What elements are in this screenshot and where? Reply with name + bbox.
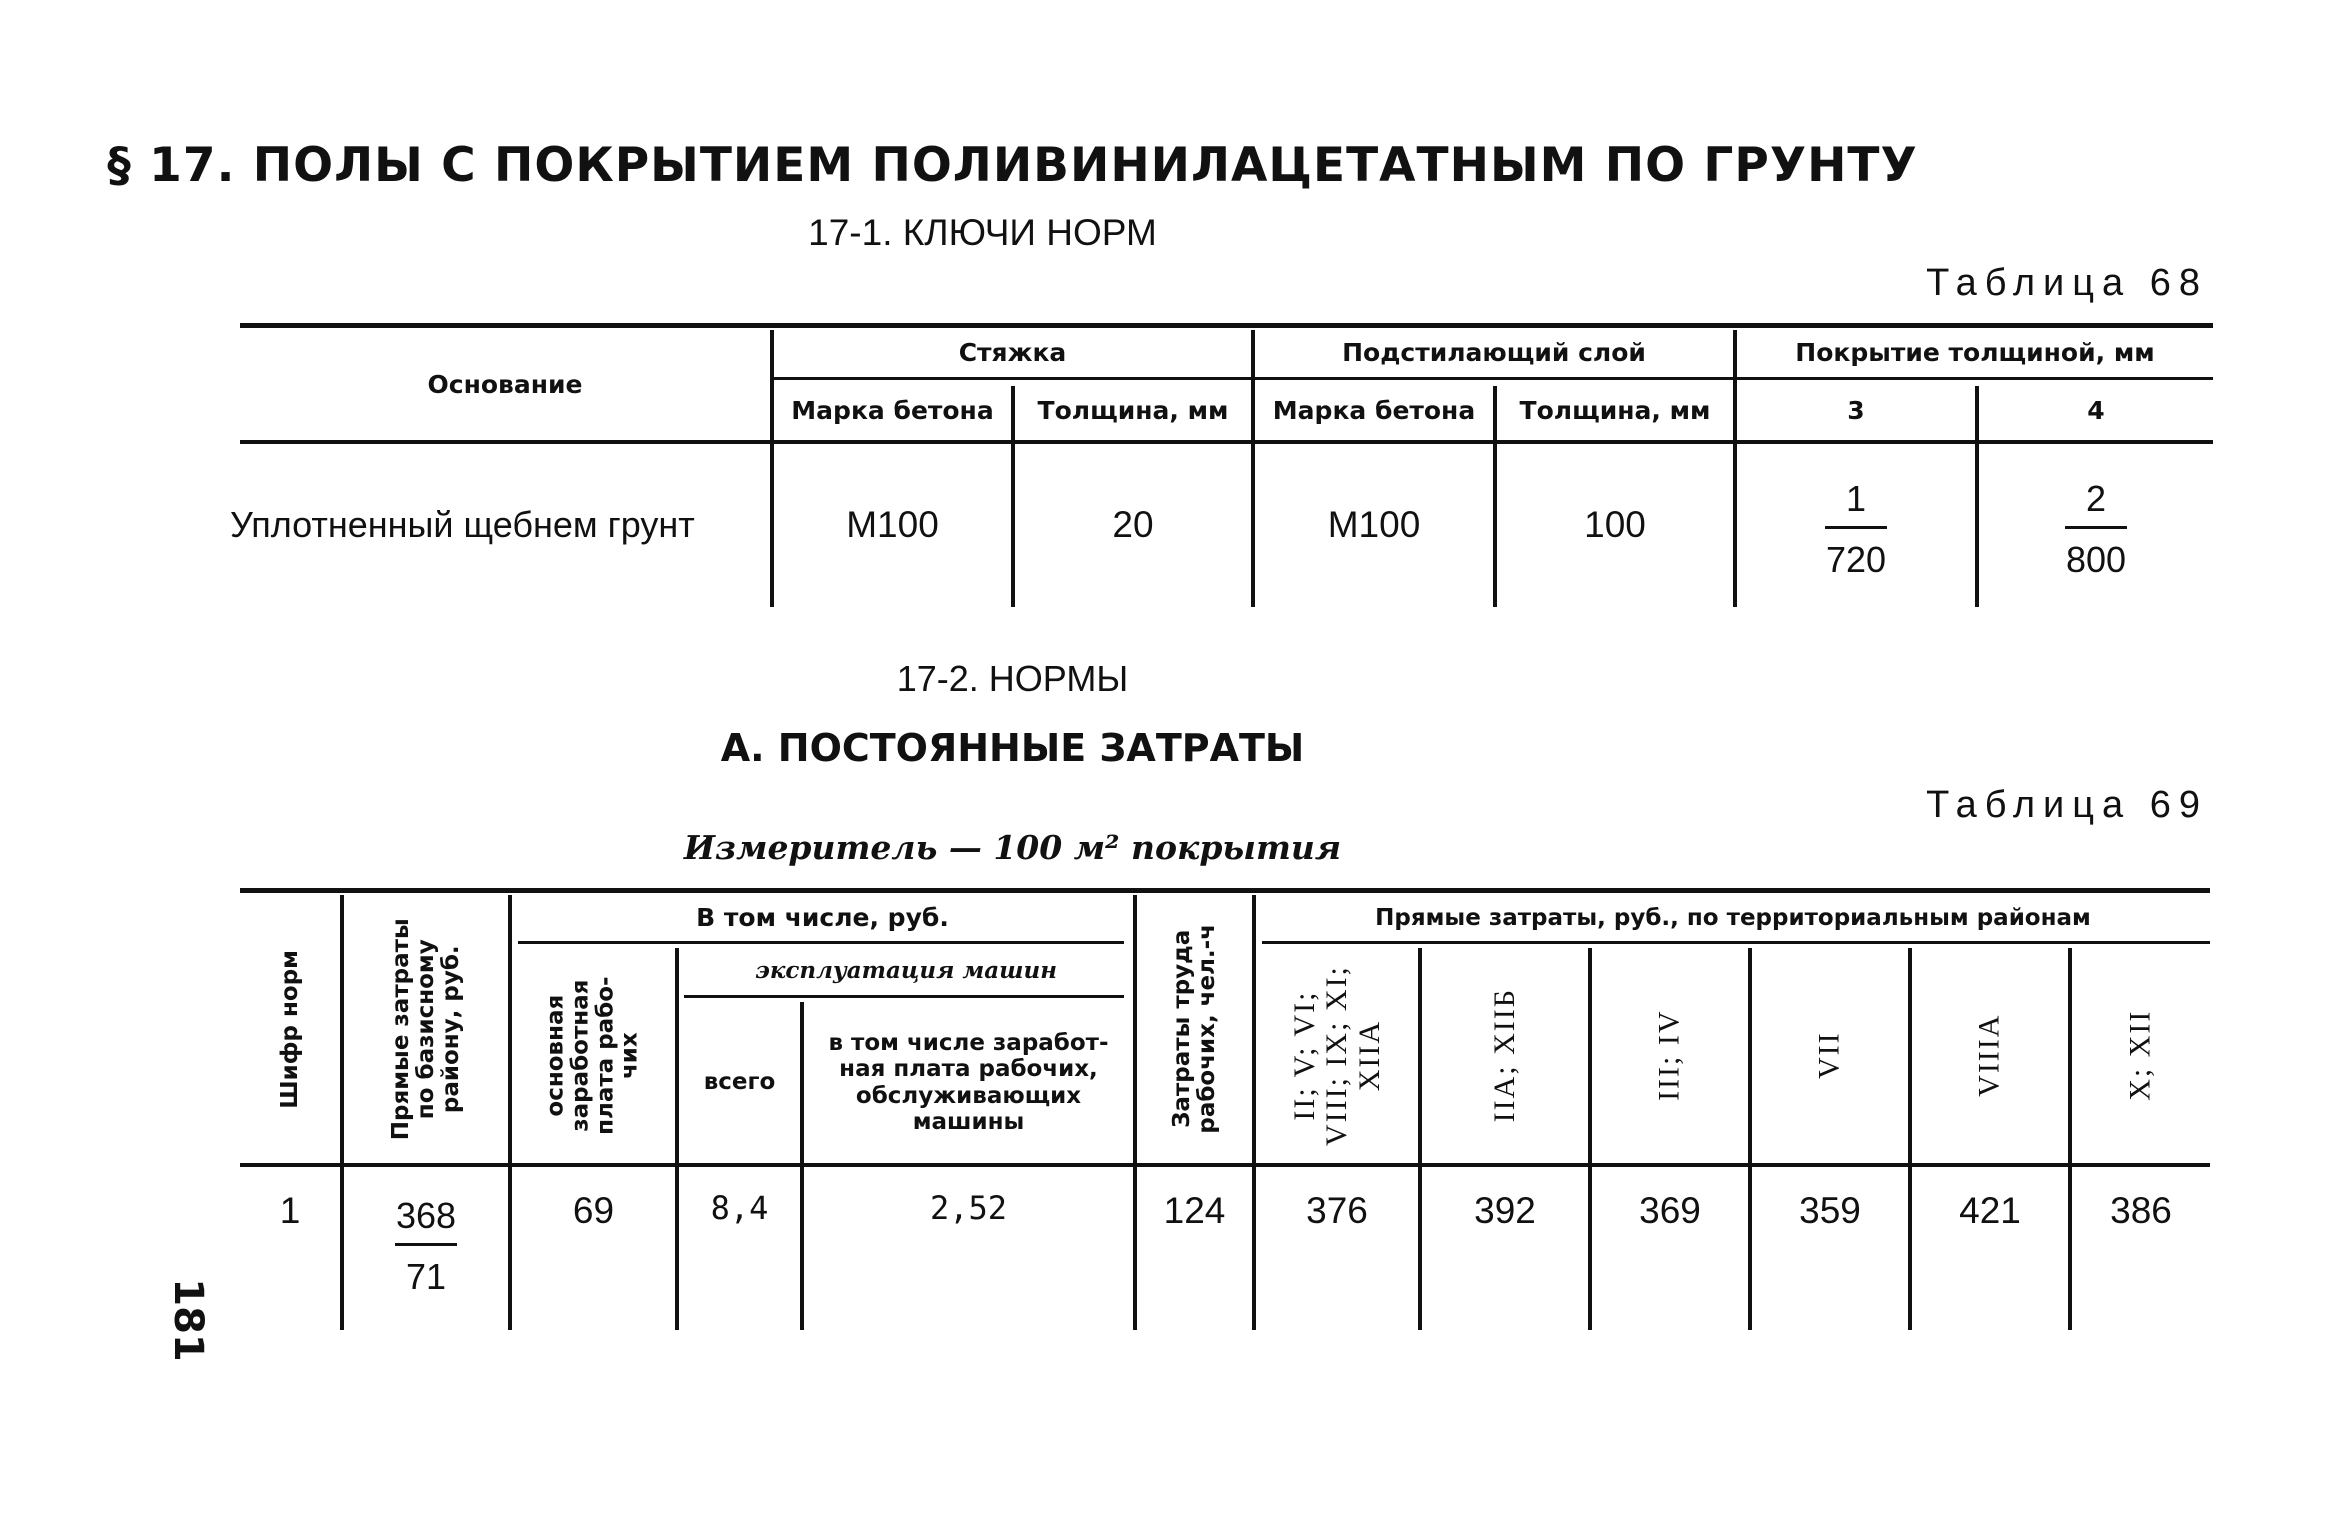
cell-screed-thickness: 20 xyxy=(1112,503,1154,545)
column-header-direct-base xyxy=(344,895,508,1163)
label-line: в том числе заработ- xyxy=(828,1029,1109,1056)
table-68-label: Таблица 68 xyxy=(1926,262,2208,304)
rotated-label xyxy=(389,918,463,1140)
cell-underlay-grade: М100 xyxy=(1327,503,1421,545)
cell-region-4: 359 xyxy=(1799,1190,1861,1231)
group-header-machines: эксплуатация машин xyxy=(755,957,1057,985)
column-header-region-6 xyxy=(2072,948,2210,1163)
cell-direct-base-fraction xyxy=(344,1195,508,1298)
page-number-text: 181 xyxy=(165,1278,211,1362)
column-header-cover-3: 3 xyxy=(1847,395,1865,425)
column-header-region-1 xyxy=(1256,948,1418,1163)
cell-region-6: 386 xyxy=(2110,1190,2172,1231)
label-line: II; V; VI; xyxy=(1287,990,1321,1121)
table-68-group-rule xyxy=(772,377,2213,380)
table-68-header-rule xyxy=(240,440,2213,444)
group-header-underlay: Подстилающий слой xyxy=(1342,338,1646,368)
group-header-regions: Прямые затраты, руб., по территориальным районам xyxy=(1375,904,2091,931)
label-line: району, руб. xyxy=(437,945,464,1113)
cell-region-2: 392 xyxy=(1474,1190,1536,1231)
column-header-labor xyxy=(1137,895,1252,1163)
fraction-denominator: 720 xyxy=(1825,539,1887,580)
label-line: плата рабо- xyxy=(592,976,619,1135)
group-header-including: В том числе, руб. xyxy=(696,902,949,932)
label-line: по базисному xyxy=(412,939,439,1119)
cell-region-5: 421 xyxy=(1959,1190,2021,1231)
table-69-header-rule xyxy=(240,1163,2210,1167)
subsection-norms-title: 17-2. НОРМЫ xyxy=(896,658,1129,699)
label-line: ная плата рабочих, xyxy=(839,1056,1098,1083)
column-header-underlay-grade: Марка бетона xyxy=(1272,395,1476,425)
rotated-label: VIIIА xyxy=(1972,1013,2006,1098)
fraction-numerator: 368 xyxy=(395,1195,457,1236)
label-line: VIII; IX; XI; xyxy=(1319,965,1353,1146)
page-number xyxy=(148,1278,228,1362)
table-69-group-rule xyxy=(1262,941,2210,944)
label-line: обслуживающих xyxy=(855,1082,1082,1109)
rotated-label xyxy=(1288,965,1385,1146)
rotated-label: III; IV xyxy=(1652,1009,1686,1102)
cell-underlay-thickness: 100 xyxy=(1584,503,1646,545)
section-title: § 17. ПОЛЫ С ПОКРЫТИЕМ ПОЛИВИНИЛАЦЕТАТНЫМ ПО ГРУНТУ xyxy=(107,138,1918,193)
label-line: основная xyxy=(542,994,569,1117)
table-69-top-rule xyxy=(240,888,2210,893)
column-header-screed-thickness: Толщина, мм xyxy=(1037,395,1229,425)
rotated-label xyxy=(544,976,643,1135)
rotated-label: VII xyxy=(1812,1031,1846,1080)
group-header-cover: Покрытие толщиной, мм xyxy=(1795,338,2155,368)
table-69-measure: Измеритель — 100 м² покрытия xyxy=(683,828,1342,867)
cell-base: Уплотненный щебнем грунт xyxy=(230,504,695,546)
cell-machines-total: 8,4 xyxy=(710,1189,769,1227)
fraction-bar xyxy=(395,1243,457,1246)
subsection-keys-title: 17-1. КЛЮЧИ НОРМ xyxy=(808,212,1157,253)
cell-labor: 124 xyxy=(1163,1190,1226,1231)
column-header-region-2 xyxy=(1422,948,1588,1163)
cell-cover-3-fraction xyxy=(1737,478,1975,581)
column-header-code xyxy=(240,895,340,1163)
rotated-label: IIА; XIIБ xyxy=(1487,988,1521,1123)
fraction-bar xyxy=(2065,526,2127,529)
column-header-region-5 xyxy=(1912,948,2068,1163)
rotated-label: X; XII xyxy=(2123,1009,2157,1102)
column-header-region-3 xyxy=(1592,948,1748,1163)
rotated-label xyxy=(1170,924,1220,1134)
cell-region-3: 369 xyxy=(1639,1190,1701,1231)
column-header-wage xyxy=(512,948,675,1163)
column-header-cover-4: 4 xyxy=(2087,395,2105,425)
fraction-denominator: 71 xyxy=(405,1256,447,1297)
cell-cover-4-fraction xyxy=(1979,478,2213,581)
label-line: Затраты труда xyxy=(1168,929,1195,1129)
label-line: Прямые затраты xyxy=(387,917,414,1140)
fraction-bar xyxy=(1825,526,1887,529)
label-line: чих xyxy=(617,1032,644,1079)
label-line: машины xyxy=(912,1108,1025,1135)
cell-wage: 69 xyxy=(572,1190,615,1231)
column-header-machine-wage xyxy=(804,1002,1133,1163)
column-header-region-4 xyxy=(1752,948,1908,1163)
fraction-numerator: 1 xyxy=(1845,478,1867,519)
column-header-underlay-thickness: Толщина, мм xyxy=(1519,395,1711,425)
table-68-top-rule xyxy=(240,323,2213,328)
cell-code: 1 xyxy=(279,1190,301,1231)
subsection-fixed-costs-title: А. ПОСТОЯННЫЕ ЗАТРАТЫ xyxy=(720,726,1305,770)
column-header-screed-grade: Марка бетона xyxy=(791,395,994,425)
label-line: XIIА xyxy=(1352,1019,1386,1092)
fraction-numerator: 2 xyxy=(2085,478,2107,519)
group-header-screed: Стяжка xyxy=(958,338,1067,368)
table-69-group-rule xyxy=(518,941,1124,944)
rotated-label: Шифр норм xyxy=(276,949,303,1109)
column-header-base: Основание xyxy=(427,369,583,399)
label-line: рабочих, чел.-ч xyxy=(1193,924,1220,1134)
cell-screed-grade: М100 xyxy=(846,503,939,545)
column-header-machines-total: всего xyxy=(703,1069,776,1096)
cell-region-1: 376 xyxy=(1306,1190,1368,1231)
label-line: заработная xyxy=(567,979,594,1132)
cell-machine-wage: 2,52 xyxy=(929,1189,1008,1227)
table-69-label: Таблица 69 xyxy=(1926,784,2208,826)
fraction-denominator: 800 xyxy=(2065,539,2127,580)
table-69-subgroup-rule xyxy=(684,995,1124,998)
